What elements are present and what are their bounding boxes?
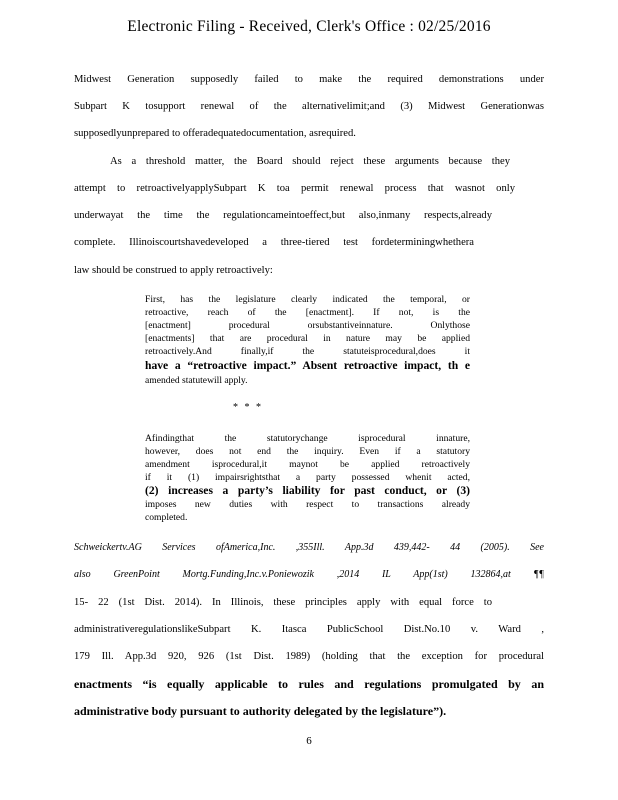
ellipsis-stars: * * * (233, 402, 263, 413)
body-line: law should be construed to apply retroactively: (74, 265, 273, 276)
block-quote-line: amended statutewill apply. (145, 375, 248, 386)
block-quote-line: however, does not end the inquiry. Even if a statutory (145, 446, 470, 457)
block-quote-line: [enactment] procedural orsubstantiveinnature. Onlythose (145, 320, 470, 331)
block-quote-line: retroactively.And finally,if the statuteisprocedural,does it (145, 346, 470, 357)
block-quote-line: if it (1) impairsrightsthat a party possessed whenit acted, (145, 472, 470, 483)
block-quote-line: completed. (145, 512, 188, 523)
block-quote-line: retroactive, reach of the [enactment]. If not, is the (145, 307, 470, 318)
block-quote-line: (2) increases a party’s liability for past conduct, or (3) (145, 484, 470, 497)
block-quote-line: First, has the legislature clearly indicated the temporal, or (145, 294, 470, 305)
body-line: enactments “is equally applicable to rules and regulations promulgated by an (74, 677, 544, 691)
block-quote-line: [enactments] that are procedural in nature may be applied (145, 333, 470, 344)
page-number: 6 (306, 735, 312, 747)
block-quote-line: have a “retroactive impact.” Absent retroactive impact, th e (145, 359, 470, 372)
filing-header: Electronic Filing - Received, Clerk's Office : 02/25/2016 (127, 18, 491, 35)
body-line: Midwest Generation supposedly failed to make the required demonstrations under (74, 74, 544, 85)
body-line: administrativeregulationslikeSubpart K. Itasca PublicSchool Dist.No.10 v. Ward , (74, 624, 544, 635)
block-quote-line: imposes new duties with respect to transactions already (145, 499, 470, 510)
block-quote-line: amendment isprocedural,it maynot be applied retroactively (145, 459, 470, 470)
block-quote-line: Afindingthat the statutorychange isprocedural innature, (145, 433, 470, 444)
body-line: Subpart K tosupport renewal of the alternativelimit;and (3) Midwest Generationwas (74, 101, 544, 112)
body-line: 15- 22 (1st Dist. 2014). In Illinois, these principles apply with equal force to (74, 597, 492, 608)
body-line: 179 Ill. App.3d 920, 926 (1st Dist. 1989) (holding that the exception for procedural (74, 651, 544, 662)
body-line: complete. Illinoiscourtshavedeveloped a three-tiered test fordeterminingwhethera (74, 237, 474, 248)
body-line: supposedlyunprepared to offeradequatedocumentation, asrequired. (74, 128, 356, 139)
body-line: underwayat the time the regulationcameintoeffect,but also,inmany respects,already (74, 210, 492, 221)
body-line: attempt to retroactivelyapplySubpart K toa permit renewal process that wasnot only (74, 183, 515, 194)
body-line: As a threshold matter, the Board should reject these arguments because they (110, 156, 510, 167)
body-line: administrative body pursuant to authority delegated by the legislature”). (74, 704, 447, 718)
case-citation: also GreenPoint Mortg.Funding,Inc.v.Poniewozik ,2014 IL App(1st) 132864,at ¶¶ (74, 569, 544, 580)
case-citation: Schweickertv.AG Services ofAmerica,Inc. ,355Ill. App.3d 439,442- 44 (2005). See (74, 542, 544, 553)
